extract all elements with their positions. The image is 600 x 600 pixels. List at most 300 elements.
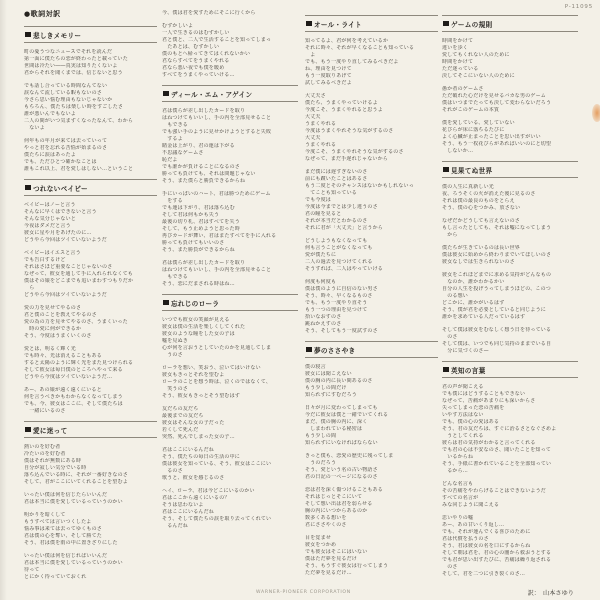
lyric-line: そう、君は僕を雨の中に置きざりにした	[24, 540, 118, 546]
lyric-line: 君はここから遠くにいるの？	[162, 495, 230, 501]
lyric-line: 跳ねかえすのさ	[305, 321, 342, 327]
lyric-line: 僕はそれが無数にある時	[24, 458, 82, 464]
song-title-label: 愛に迷って	[33, 426, 68, 435]
lyric-line: 愚か者のゲームさ	[442, 86, 484, 92]
translator-credit: 訳： 山本さゆり	[527, 590, 574, 597]
lyric-line: 愛とは、明るく輝く光	[24, 346, 77, 352]
lyric-stanza	[305, 364, 438, 399]
lyric-line: それがこのゲームの本質	[442, 107, 500, 113]
lyric-line: むずかしいよ	[162, 23, 194, 29]
lyric-line: 僕を愛している、愛していない	[442, 120, 515, 126]
lyric-line: るから…	[442, 468, 469, 474]
lyric-line: 愛の力を見せてやるのさ	[24, 305, 82, 311]
song-title	[442, 361, 578, 378]
lyric-line: すべての名言が	[442, 495, 479, 501]
song-title	[24, 179, 157, 196]
lyric-line: そう、時々、早くなるものさ	[305, 293, 373, 299]
lyric-line: 友だちの友だち	[162, 406, 199, 412]
song-title	[305, 341, 438, 358]
lyric-line: でも僕にはどうすることもできない	[442, 391, 526, 397]
song-title-label: オール・ライト	[314, 20, 362, 29]
song-title-label: 夢のささやき	[314, 346, 356, 355]
lyric-line: 誰かを求めている人だっているはず	[442, 314, 526, 320]
lyric-line: 今だに彼女は僕と一緒でいてくれる	[305, 412, 389, 418]
lyric-line: まだ僕には遅すぎないのさ	[305, 169, 368, 175]
lyric-line: そう、僕たちの毎日の生活の中に	[162, 454, 241, 460]
lyric-line: もう少しの間	[305, 433, 337, 439]
lyric-line: 君はここにいるんだね	[162, 509, 215, 515]
lyric-line: 僕は彼女に始めから終わりまでいてほしいのさ	[442, 252, 552, 258]
song-title	[442, 161, 578, 178]
lyric-line: そして朝は君を、君の心の闇から救おうとする	[442, 550, 552, 556]
lyric-line: そう、そして僕たちの涙を取り去ってくれてい	[162, 516, 272, 522]
song-marker-icon	[163, 300, 169, 306]
lyric-line: 目を覚ませ	[305, 535, 332, 541]
lyric-line: 彼女のような瞳をした女の子は	[162, 331, 235, 337]
lyric-line: 僕はただ夢を見るだけ	[305, 556, 358, 562]
lyric-stanza	[162, 447, 298, 482]
lyric-line: もできる	[162, 274, 189, 280]
lyric-stanza	[442, 327, 578, 355]
lyric-line: 僕はその娘をどこまでも追いまわすつもりだか	[24, 278, 134, 284]
song-title-label: 悲しきメモリー	[33, 31, 82, 40]
lyric-line: 心が何を言おうとしていたのかを見通してしま	[162, 345, 272, 351]
lyric-line: そう、今度はうまくいくのさ	[24, 333, 92, 339]
lyric-line: すると太陽のように輝く光をまた見つけられる	[24, 360, 134, 366]
lyric-line: 涙なんて流している暇もないのさ	[24, 90, 103, 96]
lyric-line: 今、僕は君を愛すためにそこに行くから	[162, 10, 256, 16]
song-marker-icon	[163, 91, 169, 97]
lyric-line: 夜、ろうそくの火が消えた後に見るのさ	[442, 191, 536, 197]
lyric-stanza	[24, 305, 157, 340]
lyric-stanza	[305, 487, 438, 529]
lyric-line: そして君は何もかも失う	[162, 212, 220, 218]
lyric-line: そんなに早くはできないと言う	[24, 209, 97, 215]
lyric-line: 世間は冷たい――真実は知りたくないよ	[24, 63, 118, 69]
lyric-line: しないか…	[442, 148, 474, 154]
lyric-stanza	[162, 260, 298, 288]
lyric-line: そうは思わないよ	[162, 502, 204, 508]
catalog-number: P-11095	[564, 4, 593, 10]
lyric-line: 君は僕の心を奪い、そして勝てた	[24, 533, 103, 539]
lyric-line: うのだろう	[305, 460, 337, 466]
lyric-line: 僕たちに涙はあったよ	[24, 152, 76, 158]
lyric-stanza	[24, 387, 157, 415]
lyric-line: 自分が寂しい気分でいる時	[24, 465, 87, 471]
lyric-line: よ	[305, 52, 316, 58]
lyric-line: 落ち込んでいる時に、それが一番好きなのさ	[24, 472, 129, 478]
lyric-stanza	[442, 515, 578, 578]
lyric-line: いやす方法はない	[442, 412, 484, 418]
lyric-line: もう少しの間だけ	[305, 385, 347, 391]
lyric-line: 最後までの友だち	[162, 413, 204, 419]
lyric-line: そう、また勝負ができるからね	[162, 247, 235, 253]
lyric-stanza	[442, 184, 578, 212]
lyric-line: 僕の寝言	[305, 364, 326, 370]
lyric-line: なぜって、彼女を通して手に入れられなくても	[24, 271, 134, 277]
song-title	[24, 26, 157, 43]
lyric-line: 自分の人生を投げうってしまうほどの、このつ	[442, 286, 552, 292]
lyric-line: でも君の心は不安なのさ、聞いたことを知って	[442, 447, 552, 453]
lyric-line: 何も言うことがなくなっても	[305, 245, 373, 251]
lyric-line: それに君が「大丈夫」と言うから	[305, 225, 384, 231]
lyric-line: 冷たいのを好む者	[24, 451, 66, 457]
lyric-stanza	[24, 492, 157, 506]
lyric-line: そう、彼女もきっとそう望むはず	[162, 393, 241, 399]
lyric-line: 失ってしまった恋の苦痛を	[442, 405, 505, 411]
lyric-line: 君なら悪い夜でも僕を暖め	[162, 65, 225, 71]
lyric-line: 彼女に星や月をあげたのに…	[24, 230, 92, 236]
lyric-line: たあとは、むずかしい	[162, 44, 220, 50]
lyric-line: どこかに、誰かがいるはず	[442, 300, 505, 306]
lyric-line: ただ夢を見るだけ…	[305, 570, 352, 576]
lyric-line: るんだね	[162, 523, 189, 529]
lyric-stanza	[305, 535, 438, 577]
lyric-stanza	[162, 317, 298, 359]
song-marker-icon	[443, 21, 449, 27]
lyric-line: もちろん、僕たちは楽しい時をすごしたさ	[24, 104, 124, 110]
lyric-line: 突然、死んでしまった女の子…	[162, 434, 235, 440]
lyric-stanza	[162, 406, 298, 441]
lyric-line: 彼女は僕の生活を楽しくしてくれた	[162, 324, 246, 330]
lyric-line: 君と僕のことを教えてやるのさ	[24, 312, 97, 318]
lyric-line: 歌うと、彼女を感じるのさ	[162, 475, 225, 481]
lyric-line: そう、僕の心をつかみ、放さない	[442, 205, 521, 211]
lyric-line: そう、君の友だちは、すぐに治るさとなぐさめよ	[442, 426, 557, 432]
lyric-stanza	[24, 250, 157, 299]
lyric-line: のさ	[442, 334, 458, 340]
lyric-line: 笑うのさ	[162, 386, 189, 392]
lyric-line: そして、もう止めようと思った時	[162, 226, 240, 232]
lyric-line: 今度はうまくやれそうな気がするのさ	[305, 128, 394, 134]
lyric-line: 恋は君を深く傷つけることもある	[305, 487, 384, 493]
lyric-line: ベイビーはイエスと言う	[24, 250, 81, 256]
lyric-line: 前にも躓いたことはあるさ	[305, 176, 368, 182]
lyric-line: それはじっとそこにいて	[305, 494, 363, 500]
lyric-line: 誰もこれ以上、君を愛しはしない…ということ	[24, 166, 134, 172]
lyric-line: はねつけてもいいし、手の内を全部見せること	[162, 267, 272, 273]
lyric-line: 僕たち、うまくやっていけるよ	[305, 100, 378, 106]
lyric-line: 拾いなおすのさ	[305, 314, 342, 320]
lyric-line: 愛の為の力を見せてやるのさ、うまくいった	[24, 319, 128, 325]
lyric-line: 時の愛に何ができるか	[24, 326, 82, 332]
lyric-line: でも、ただひとつ確かなことは	[24, 159, 97, 165]
lyric-line: でも、もう一度やり直そう	[305, 300, 368, 306]
lyric-line: ただ迷っている	[442, 66, 479, 72]
song-title	[24, 421, 157, 438]
lyric-line: なぜって、まだ手遅れじゃないから	[305, 156, 389, 162]
lyric-stanza	[162, 10, 298, 17]
lyric-line: 嘘を見ぬき	[162, 338, 189, 344]
lyric-stanza	[24, 202, 157, 244]
lyric-line: 二人の過去を見つけてくれる	[305, 259, 373, 265]
lyric-line: 僕たちが生きているのは長い世界	[442, 245, 521, 251]
lyric-line: 試してみるべきだよ	[305, 80, 352, 86]
lyric-line: 何度も何度も	[305, 279, 337, 285]
lyric-line: うまくやれる	[305, 121, 337, 127]
lyric-line: 今度は今までとは少し違うのさ	[305, 204, 378, 210]
lyric-line: 悩み事は来ては去ってゆくものさ	[24, 526, 103, 532]
lyrics-column-4	[442, 10, 578, 597]
lyric-line: 思いやりの嘘	[442, 515, 474, 521]
lyric-line: 二人の間がいつ気まずくなったなんて、わから	[24, 118, 134, 124]
lyric-line: あー、あの娘が遠く遠くにいると	[24, 387, 102, 393]
lyric-line: 僕はいつまでたっても決して変わらないだろう	[442, 100, 552, 106]
lyric-line: それが本当だとわかるのさ	[305, 218, 368, 224]
lyric-line: あー、あの甘いくり返し…	[442, 522, 505, 528]
lyric-line: 君と僕と、二人で生活することを知ってしまっ	[162, 37, 272, 43]
song-title-label: ディール・エム・アゲイン	[171, 90, 253, 99]
lyric-stanza	[162, 488, 298, 530]
song-title	[305, 15, 438, 32]
lyric-stanza	[24, 346, 157, 381]
lyric-stanza	[442, 218, 578, 239]
lyric-stanza	[162, 23, 298, 79]
lyric-line: 彼女をこれほどまでに求める気持がどんなもの	[442, 272, 552, 278]
lyric-stanza	[305, 405, 438, 447]
lyric-line: なぜって、苦痛があまりにも深いからさ	[442, 398, 536, 404]
lyric-line: 一人で生きるのはむずかしい	[162, 30, 230, 36]
lyric-line: 大丈夫	[305, 135, 321, 141]
lyric-line: みな同じように聞こえる	[442, 502, 500, 508]
lyric-line: よく心臓が止まったことを思い出すがいい	[442, 134, 541, 140]
lyric-line: うまくやれる	[305, 142, 337, 148]
lyric-line: 君からそれを聞くまでは、信じないと思う	[24, 70, 123, 76]
song-title-label: 英知の言葉	[451, 366, 486, 375]
lyric-stanza	[162, 108, 298, 185]
lyric-line: 今度こそ、うまくやれそうな気がするのさ	[305, 149, 404, 155]
lyric-stanza	[442, 120, 578, 155]
lyric-line: でも告白するけど	[24, 257, 66, 263]
lyric-line: ないよ	[24, 125, 45, 131]
lyric-line: 日々が月に変わってしまっても	[305, 405, 378, 411]
lyric-line: 何年もの年月が来ては去っていって	[24, 138, 108, 144]
lyric-stanza	[305, 93, 438, 163]
lyric-line: 彼女なしでは生きられないのさ	[442, 259, 515, 265]
lyric-line: そして僕は彼女をむなしく想う日を待っている	[442, 327, 552, 333]
lyric-line: そう、愛という名の古い物語さ	[305, 467, 378, 473]
lyric-line: でも運は下がり、君は落ち込む	[162, 205, 235, 211]
lyric-line: でも彼女はそこにはいない	[305, 549, 368, 555]
lyric-line: しまわれている秘密は	[305, 426, 363, 432]
lyric-line: のさ	[442, 564, 458, 570]
lyric-line: から	[442, 232, 458, 238]
lyric-line: 君は本当に僕を愛しているっていうのかい	[24, 499, 123, 505]
song-title	[162, 294, 298, 311]
lyric-line: 時間をかけて	[442, 59, 474, 65]
lyric-line: 大丈夫	[305, 114, 321, 120]
lyric-stanza	[442, 481, 578, 509]
lyric-line: 再びカードが舞い、君はまたすべてを手に入れる	[162, 233, 277, 239]
lyric-line: 君の日記の一ページになるのさ	[305, 474, 378, 480]
lyric-line: どうやら今回はツイていないようだ	[24, 237, 107, 243]
lyric-line: ヘイ、ローラ、君は今どこにいるのかい	[162, 488, 255, 494]
lyric-line: どんな名言も	[442, 481, 474, 487]
lyric-line: そう、また僕らと勝負できるからね	[162, 178, 246, 184]
lyric-line: うのさ	[162, 352, 183, 358]
lyric-line: 恥だよ	[162, 157, 178, 163]
lyric-line: 愛してもくれない人のために	[442, 52, 510, 58]
lyric-line: 時間をかけて	[442, 38, 474, 44]
lyric-stanza	[162, 365, 298, 400]
lyric-line: 胸の内にいつからあるのか	[305, 508, 368, 514]
lyric-line: もし言ったとしても、それは嘘になってしまう	[442, 225, 552, 231]
lyric-stanza	[442, 272, 578, 321]
lyric-stanza	[24, 512, 157, 547]
lyric-line: でも、それが運んでくる喜びのために	[442, 529, 531, 535]
lyric-stanza	[162, 191, 298, 254]
song-title-label: ゲームの規則	[451, 20, 493, 29]
lyric-line: 知られずにいなければならない	[305, 440, 378, 446]
lyric-line: 君ならすべてをうまくやれる	[162, 58, 230, 64]
page-title: ●歌詞対訳	[24, 10, 61, 18]
lyric-line: 君は僕らが差し出したカードを取り	[162, 260, 246, 266]
lyric-line: 不思議なゲームさ	[162, 150, 204, 156]
song-marker-icon	[25, 185, 31, 191]
song-marker-icon	[443, 167, 449, 173]
lyric-line: そうすれば、二人はやっていける	[305, 266, 384, 272]
lyric-line: 今夜はダメだと言う	[24, 223, 71, 229]
lyric-line: とにかく待っていておくれ	[24, 574, 87, 580]
lyric-line: もできる	[162, 122, 189, 128]
lyric-line: 第一面に僕たちの恋が終わったと載っていた	[24, 56, 128, 62]
lyric-line: するよ	[162, 136, 183, 142]
lyric-stanza	[305, 169, 438, 232]
lyric-line: いったい僕は何を信じたらいいんだ	[24, 492, 108, 498]
song-title-label: つれないベイビー	[33, 184, 88, 193]
lyric-line: 知ってるよ、君が何を考えているか	[305, 38, 389, 44]
lyric-stanza	[305, 279, 438, 335]
lyric-line: そして想い出は君を弱らせる	[305, 501, 373, 507]
song-title	[162, 85, 298, 102]
lyric-line: 町の憂うつなニュースでそれを読んだ	[24, 49, 113, 55]
lyric-stanza	[24, 553, 157, 581]
lyric-line: でも君が思い出すたびに、苦痛は繰り返される	[442, 557, 552, 563]
song-title	[442, 15, 578, 32]
lyric-line: そう、僕が君を必要としていると同じように	[442, 307, 547, 313]
lyric-line: 僕の人生に真新しい光	[442, 184, 495, 190]
lyric-line: でも今度は	[305, 197, 332, 203]
lyric-line: をする	[162, 198, 183, 204]
lyric-line: 大丈夫さ	[305, 93, 326, 99]
lyric-line: ね、理由を見つけて	[305, 66, 352, 72]
lyric-line: うとしてくれる	[442, 433, 484, 439]
lyric-line: 知られずにすむだろう	[305, 392, 358, 398]
lyric-line: 勝っても負けてもいいのさ	[162, 240, 225, 246]
lyric-stanza	[305, 38, 438, 87]
lyric-stanza	[442, 384, 578, 475]
lyric-line: のる想い	[442, 293, 469, 299]
song-title-label: 忘れじのローラ	[171, 299, 220, 308]
lyric-line: そう、恋にだまされる時はね…	[162, 281, 235, 287]
lyric-line: ただ破れた心だけを見せるバカな男のゲーム	[442, 93, 547, 99]
song-marker-icon	[25, 32, 31, 38]
lyric-line: それは僕の最良のものをとらえ	[442, 198, 515, 204]
lyric-line: でも、僕の心の愛はある	[442, 419, 500, 425]
lyric-line: 彼女もきっとそれを望むよ	[162, 372, 225, 378]
lyric-line: 僕の胸の内に長い間あるのさ	[305, 378, 373, 384]
lyric-line: 僕は僕のように自信のない男さ	[305, 286, 378, 292]
lyric-line: 彼女をつかめ	[305, 542, 337, 548]
lyric-line: そして、君がここにいてくれることを望むよ	[24, 479, 128, 485]
lyric-line: 僕のもとへ帰ってきてはくれないかい	[162, 51, 251, 57]
lyric-line: てことも知っている	[305, 190, 358, 196]
song-title-label: 見果てぬ世界	[451, 166, 493, 175]
lyric-line: すべてをうまくやっていける…	[162, 72, 235, 78]
lyric-line: 君の瞳を見ると	[305, 211, 342, 217]
lyric-stanza	[442, 38, 578, 80]
lyric-line: 最後の切り札、君はすべてを失う	[162, 219, 240, 225]
lyric-line: 愛が僕たちに	[305, 252, 337, 258]
lyric-line: 花びらが床に落ちるたびに	[442, 127, 505, 133]
song-marker-icon	[306, 347, 312, 353]
lyric-line: 明かりを暗くして	[24, 512, 66, 518]
lyric-line: きっと僕も、恋愛の歴史に残ってしま	[305, 453, 394, 459]
paper-stain	[592, 104, 600, 122]
lyric-line: でも強い手のように見せかけようとすると失敗	[162, 129, 272, 135]
lyric-line: でも、今、彼女はここに、そして僕たちは	[24, 401, 123, 407]
lyric-line: そう、手紙に書かれていることを全部知ってい	[442, 461, 552, 467]
lyric-line: ローラのことを想う時は、泣くのではなくて、	[162, 379, 272, 385]
lyric-line: 何を言うべきかもわからなくなってしまう	[24, 394, 123, 400]
lyric-line: でも時々、光は消えることもある	[24, 353, 103, 359]
song-marker-icon	[25, 427, 31, 433]
song-marker-icon	[443, 367, 449, 373]
lyric-stanza	[24, 444, 157, 486]
lyric-line: どうしようもなくなっても	[305, 238, 368, 244]
lyric-stanza	[442, 86, 578, 114]
lyric-line: やっと君を忘れる苦悩が始まるのさ	[24, 145, 108, 151]
lyric-line: 誰が悪いんでもないよ	[24, 111, 77, 117]
lyric-line: 数多くある想いを	[305, 515, 347, 521]
lyric-line: 僕は彼女を知っている、そう、彼女はここにい	[162, 461, 272, 467]
lyric-line: はねつけてもいいし、手の内を全部見せること	[162, 115, 272, 121]
lyric-line: 君は僕らが差し出したカードを取り	[162, 108, 246, 114]
lyric-line: 勝っても負けても、それは問題じゃない	[162, 171, 256, 177]
lyric-line: 君はここにいるんだね	[162, 447, 215, 453]
lyric-line: 手にいっぱいのハート、君は勝つためにゲーム	[162, 191, 271, 197]
lyric-line: そう、君は彼女の名を口にするからね	[442, 543, 531, 549]
lyric-stanza	[305, 453, 438, 481]
lyric-line: もう一度取りあげて	[305, 73, 352, 79]
lyric-line: 今度こそ、うまくやれると思うよ	[305, 107, 383, 113]
lyric-line: 熱いのを好む者	[24, 444, 61, 450]
lyrics-column-1	[24, 8, 157, 587]
lyric-line: 彼らは君の気持がわかると言ってくれる	[442, 440, 536, 446]
lyric-line: ら	[24, 285, 35, 291]
lyric-line: 君の声が聞こえる	[442, 384, 484, 390]
lyric-line: 一緒にいるのさ	[24, 408, 66, 414]
lyric-line: いつでも彼女の笑顔が見える	[162, 317, 230, 323]
lyric-line: 決してそこにいない人のために	[442, 73, 515, 79]
lyric-stanza	[24, 138, 157, 173]
lyric-line: ベイビーはノーと言う	[24, 202, 76, 208]
lyric-line: 賭金は上がり、君の運は下がる	[162, 143, 235, 149]
publisher-footer: WARNER-PIONEER CORPORATION	[256, 590, 351, 595]
lyric-line: 待って	[24, 567, 40, 573]
lyric-line: 君は代償を払うのさ	[442, 536, 489, 542]
lyric-line: まだ、僕の胸の内に、深く	[305, 419, 368, 425]
lyric-stanza	[24, 83, 157, 132]
lyric-line: どうやら今度はツイていないようだ…	[24, 374, 113, 380]
lyric-line: そう、もうすぐ彼女は行ってしまう	[305, 563, 389, 569]
lyric-line: もうすべては言いつくしたよ	[24, 519, 92, 525]
lyrics-column-2	[162, 10, 298, 536]
lyric-line: そして彼女は毎日僕のところへやって来る	[24, 367, 123, 373]
song-marker-icon	[306, 21, 312, 27]
lyric-line: でも、もう一度やり直してみるべきだよ	[305, 59, 399, 65]
lyric-line: 君は本当に僕を愛しているっていうのかい	[24, 560, 123, 566]
